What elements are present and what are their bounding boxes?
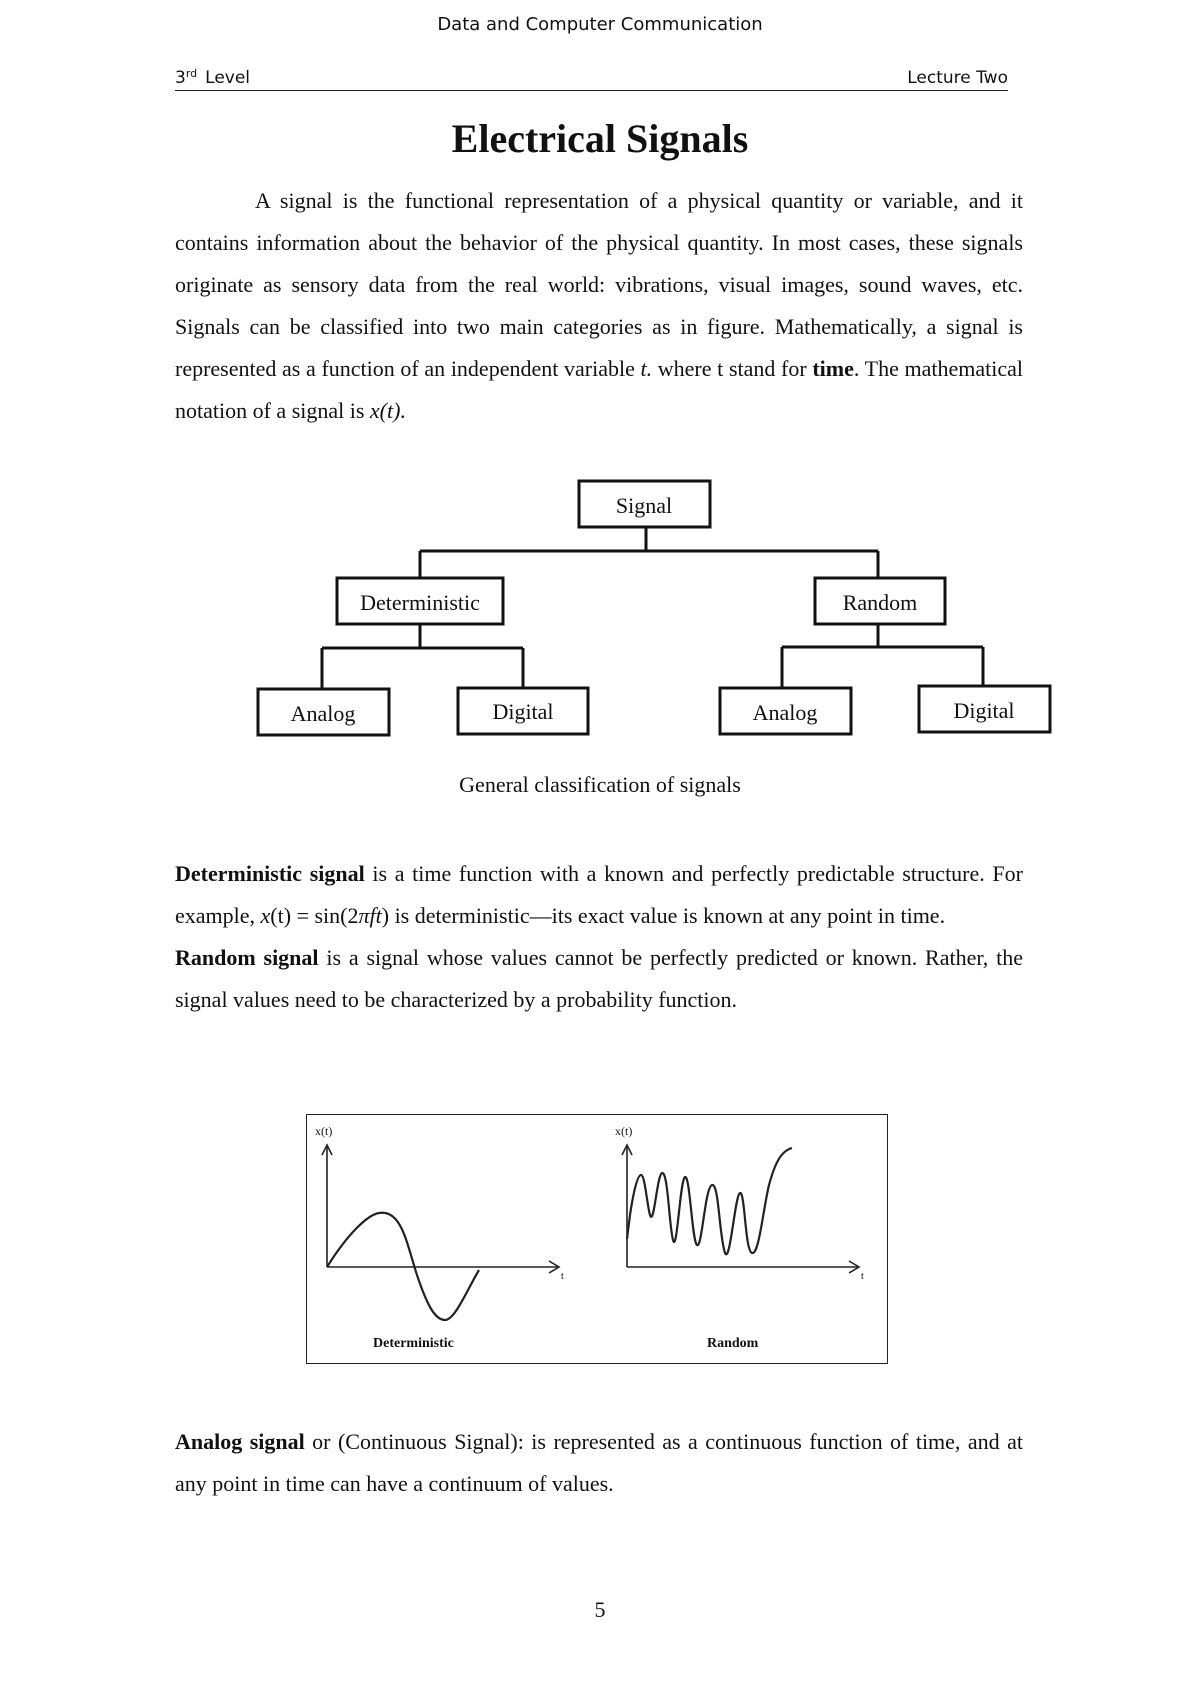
waveform-figure [306, 1114, 888, 1364]
analog-text: or (Continuous Signal): is represented as a continuous function of time, and at any point in time can have a continuum of values. [175, 1429, 1023, 1496]
node-rand-digital-label: Digital [953, 698, 1015, 723]
det-time-label: t [561, 1271, 564, 1282]
deterministic-text-2: is deterministic—its exact value is known at any point in time. [389, 903, 946, 928]
rand-caption: Random [707, 1336, 759, 1351]
intro-text-1: A signal is the functional representation of a physical quantity or variable, and it contains information about the behavior of the physical quantity. In most cases, these signals originate as sensory data from the real world: vibrations, visual images, sound waves, etc. Signals can be classified into two main categories as in figure. Mathematically, a signal is represented as a function of an independent variable [175, 188, 1023, 381]
formula-x: x [260, 903, 271, 928]
page-title: Electrical Signals [451, 116, 749, 161]
node-random-label: Random [842, 590, 918, 615]
classification-diagram [0, 0, 1200, 760]
level-superscript: rd [185, 67, 198, 80]
intro-time-word: time [812, 356, 854, 381]
intro-text-3: . The mathematical notation of a signal is [175, 356, 1024, 423]
intro-notation: x(t). [369, 398, 406, 423]
node-deterministic-label: Deterministic [360, 590, 480, 615]
deterministic-term: Deterministic signal [175, 861, 365, 886]
random-text: is a signal whose values cannot be perfectly predicted or known. Rather, the signal values need to be characterized by a probability function. [175, 945, 1023, 1012]
rand-time-label: t [861, 1271, 864, 1282]
det-caption: Deterministic [373, 1336, 454, 1351]
analog-term: Analog signal [175, 1429, 305, 1454]
node-signal-label: Signal [615, 493, 673, 518]
analog-paragraph [175, 1421, 1023, 1505]
deterministic-text-1: is a time function with a known and perfectly predictable structure. For example, [175, 861, 1023, 928]
det-axis-label: x(t) [315, 1124, 333, 1138]
document-header-title: Data and Computer Communication [437, 14, 763, 35]
formula-t: (t) [270, 903, 292, 928]
diagram-caption: General classification of signals [459, 772, 741, 797]
rand-axis-label: x(t) [615, 1124, 633, 1138]
random-term: Random signal [175, 945, 319, 970]
node-det-digital-label: Digital [492, 699, 554, 724]
definitions-paragraph [175, 853, 1023, 1021]
intro-text-2: where t stand for [652, 356, 813, 381]
page-number: 5 [594, 1597, 606, 1622]
formula-eq: = sin(2 [291, 903, 359, 928]
random-waveform [627, 1148, 792, 1254]
node-rand-analog-label: Analog [752, 700, 818, 725]
formula-pi: πft [358, 903, 382, 928]
waveform-svg [307, 1115, 887, 1363]
node-det-analog-label: Analog [290, 701, 356, 726]
lecture-label: Lecture Two [907, 68, 1008, 88]
level-word: Level [205, 68, 251, 88]
level-number: 3 [175, 68, 186, 88]
formula-close: ) [381, 903, 390, 928]
intro-variable-t: t. [640, 356, 653, 381]
